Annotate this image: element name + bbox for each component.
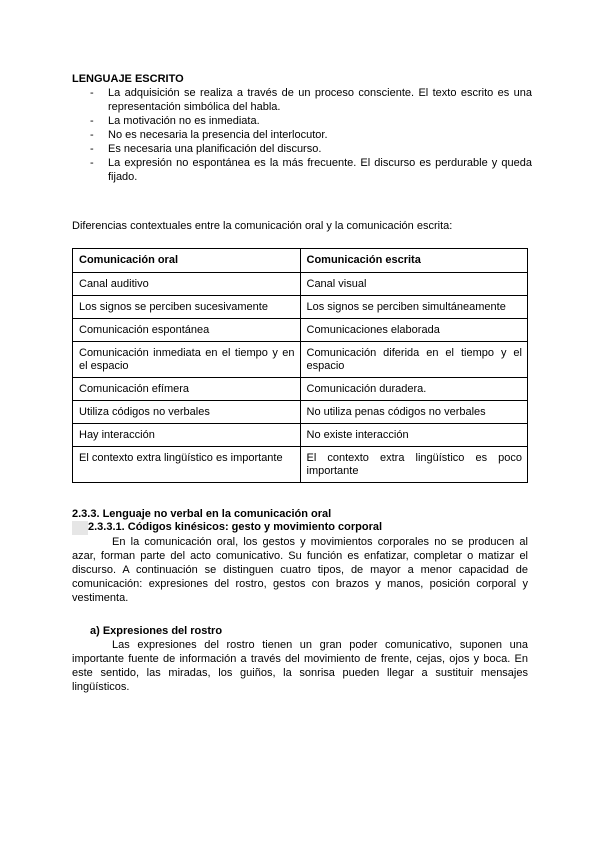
table-cell: Canal visual bbox=[300, 273, 528, 296]
table-cell: El contexto extra lingüístico es importante bbox=[73, 447, 301, 483]
table-cell: Canal auditivo bbox=[73, 273, 301, 296]
table-cell: Comunicación duradera. bbox=[300, 378, 528, 401]
table-cell: Comunicación espontánea bbox=[73, 319, 301, 342]
list-item: - La expresión no espontánea es la más frecuente. El discurso es perdurable y queda fijado. bbox=[72, 156, 532, 184]
table-row bbox=[73, 342, 528, 378]
table-cell: Comunicación diferida en el tiempo y el espacio bbox=[300, 342, 528, 378]
table-cell: El contexto extra lingüístico es poco importante bbox=[300, 447, 528, 483]
list-item: - La adquisición se realiza a través de un proceso consciente. El texto escrito es una representación simbólica del habla. bbox=[72, 86, 532, 114]
section-heading: 2.3.3. Lenguaje no verbal en la comunicación oral bbox=[72, 508, 332, 520]
table-row bbox=[73, 378, 528, 401]
header-escrita: Comunicación escrita bbox=[300, 249, 528, 273]
table-row bbox=[73, 424, 528, 447]
table-cell: Hay interacción bbox=[73, 424, 301, 447]
expresiones-paragraph-text: Las expresiones del rostro tienen un gran poder comunicativo, suponen una importante fuente de información a través del movimiento de frente, cejas, ojos y boca. En este sentido, las miradas, los guiños, la sonrisa pueden llegar a sustituir mensajes lingüísticos. bbox=[72, 639, 528, 693]
expresiones-heading: a) Expresiones del rostro bbox=[90, 625, 223, 637]
table-cell: Los signos se perciben sucesivamente bbox=[73, 296, 301, 319]
table-header-row bbox=[73, 249, 528, 273]
table-intro: Diferencias contextuales entre la comunicación oral y la comunicación escrita: bbox=[72, 220, 453, 232]
table-row bbox=[73, 273, 528, 296]
header-oral: Comunicación oral bbox=[73, 249, 301, 273]
table-cell: No existe interacción bbox=[300, 424, 528, 447]
expresiones-paragraph bbox=[72, 638, 528, 694]
table-cell: Comunicación inmediata en el tiempo y en el espacio bbox=[73, 342, 301, 378]
table-row bbox=[73, 401, 528, 424]
list-item: - No es necesaria la presencia del interlocutor. bbox=[72, 128, 532, 142]
table-cell: No utiliza penas códigos no verbales bbox=[300, 401, 528, 424]
subheading-highlight bbox=[72, 521, 88, 535]
list-item: - Es necesaria una planificación del discurso. bbox=[72, 142, 532, 156]
kinesic-paragraph bbox=[72, 535, 528, 605]
kinesic-paragraph-text: En la comunicación oral, los gestos y movimientos corporales no se producen al azar, forman parte del acto comunicativo. Su función es enfatizar, completar o matizar el discurso. A continuación se distinguen cuatro tipos, de mayor a menor capacidad de comunicación: expresiones del rostro, gestos con brazos y manos, posición corporal y vestimenta. bbox=[72, 536, 528, 604]
table-cell: Comunicaciones elaborada bbox=[300, 319, 528, 342]
table-cell: Los signos se perciben simultáneamente bbox=[300, 296, 528, 319]
subsection-heading: 2.3.3.1. Códigos kinésicos: gesto y movimiento corporal bbox=[88, 521, 383, 533]
table-row bbox=[73, 319, 528, 342]
lenguaje-escrito-list bbox=[72, 86, 532, 184]
comparison-table bbox=[72, 248, 528, 483]
table-row bbox=[73, 296, 528, 319]
table-cell: Comunicación efímera bbox=[73, 378, 301, 401]
table-cell: Utiliza códigos no verbales bbox=[73, 401, 301, 424]
table-row bbox=[73, 447, 528, 483]
list-item: - La motivación no es inmediata. bbox=[72, 114, 532, 128]
lenguaje-escrito-heading: LENGUAJE ESCRITO bbox=[72, 73, 184, 85]
